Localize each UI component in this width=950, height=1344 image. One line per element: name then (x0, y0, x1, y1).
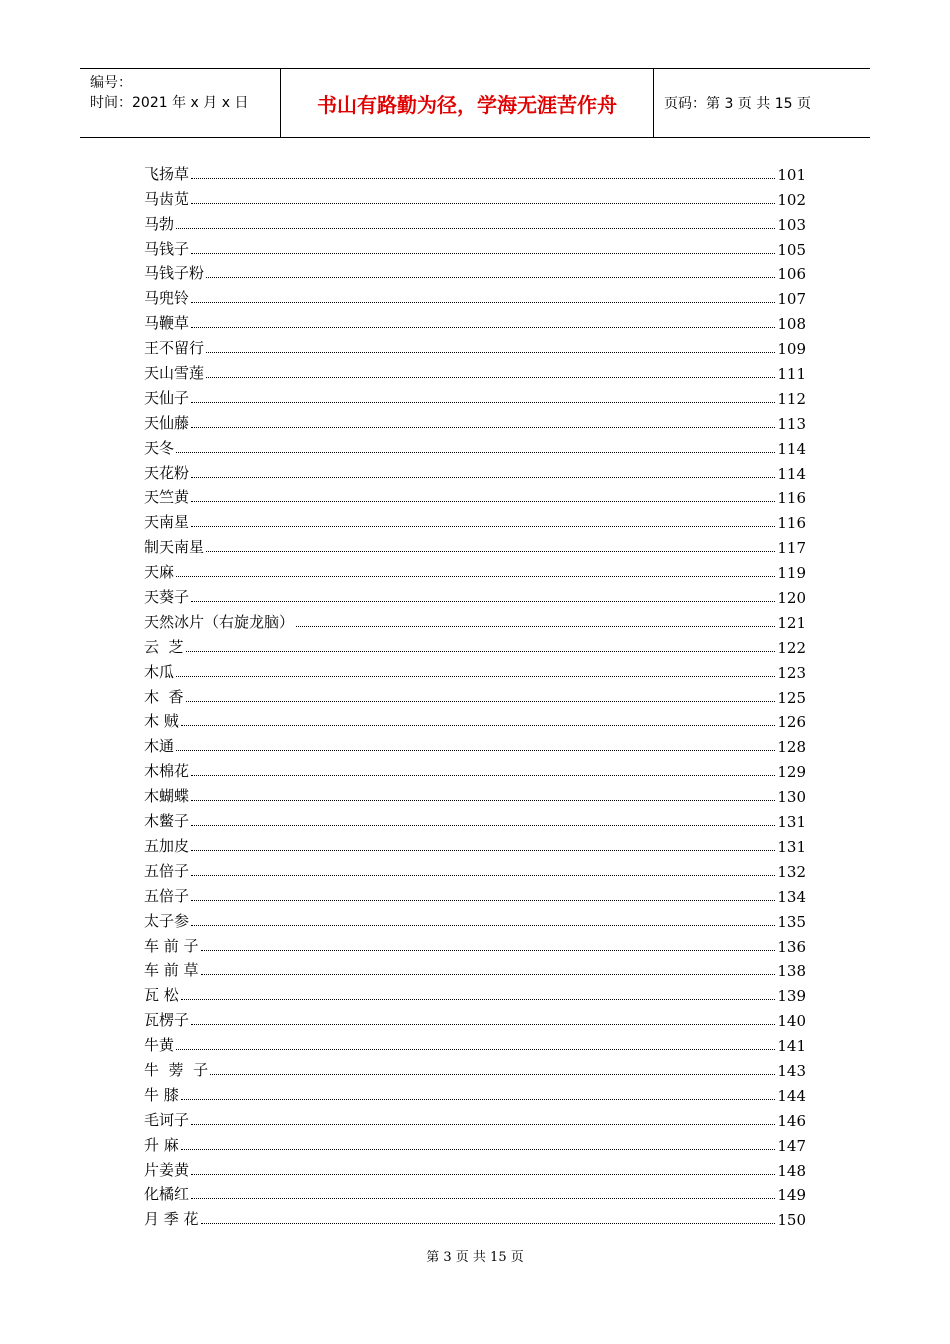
toc-entry-name: 瓦楞子 (144, 1011, 190, 1030)
toc-entry-name: 车 前 草 (144, 961, 199, 980)
toc-leader-dots (186, 701, 776, 702)
toc-entry[interactable] (144, 657, 806, 682)
header-page-cell (654, 69, 870, 137)
toc-entry-page: 150 (777, 1211, 806, 1230)
toc-entry-page: 113 (777, 414, 806, 433)
toc-entry-page: 106 (777, 265, 806, 284)
toc-entry-page: 139 (777, 987, 806, 1006)
toc-leader-dots (210, 1074, 775, 1075)
toc-leader-dots (176, 452, 775, 453)
toc-leader-dots (191, 875, 775, 876)
toc-entry[interactable] (144, 458, 806, 483)
header-meta-cell (80, 69, 281, 137)
toc-entry[interactable] (144, 1030, 806, 1055)
toc-entry[interactable] (144, 408, 806, 433)
toc-leader-dots (181, 999, 776, 1000)
toc-entry[interactable] (144, 831, 806, 856)
toc-entry[interactable] (144, 1005, 806, 1030)
toc-leader-dots (206, 352, 775, 353)
toc-entry[interactable] (144, 881, 806, 906)
toc-entry[interactable] (144, 856, 806, 881)
toc-entry-page: 143 (777, 1061, 806, 1080)
toc-entry-name: 牛黄 (144, 1036, 175, 1055)
toc-leader-dots (181, 725, 776, 726)
toc-entry[interactable] (144, 333, 806, 358)
toc-entry-name: 天竺黄 (144, 488, 190, 507)
toc-entry[interactable] (144, 931, 806, 956)
toc-entry-name: 牛 膝 (144, 1085, 179, 1104)
toc-entry-name: 木瓜 (144, 662, 175, 681)
toc-entry[interactable] (144, 707, 806, 732)
toc-leader-dots (201, 974, 776, 975)
toc-entry-name: 五加皮 (144, 836, 190, 855)
toc-entry[interactable] (144, 956, 806, 981)
page-header (80, 68, 870, 138)
toc-entry-page: 112 (777, 389, 806, 408)
toc-entry-name: 天仙子 (144, 388, 190, 407)
toc-leader-dots (191, 1198, 775, 1199)
toc-leader-dots (191, 850, 775, 851)
toc-leader-dots (176, 576, 775, 577)
toc-entry[interactable] (144, 1155, 806, 1180)
toc-entry[interactable] (144, 433, 806, 458)
toc-entry-page: 119 (777, 564, 806, 583)
toc-entry-name: 片姜黄 (144, 1160, 190, 1179)
toc-entry-page: 111 (777, 365, 806, 384)
toc-entry[interactable] (144, 532, 806, 557)
toc-entry[interactable] (144, 781, 806, 806)
number-label: 编号： (90, 75, 132, 91)
toc-entry-page: 103 (777, 215, 806, 234)
toc-entry-name: 制天南星 (144, 538, 205, 557)
toc-entry-page: 117 (777, 539, 806, 558)
toc-leader-dots (176, 228, 775, 229)
toc-entry-page: 140 (777, 1012, 806, 1031)
toc-entry-page: 128 (777, 738, 806, 757)
toc-entry[interactable] (144, 1055, 806, 1080)
toc-entry-page: 146 (777, 1111, 806, 1130)
toc-entry-name: 木棉花 (144, 762, 190, 781)
toc-entry-page: 116 (777, 489, 806, 508)
toc-entry-name: 王不留行 (144, 339, 205, 358)
toc-entry-name: 马鞭草 (144, 314, 190, 333)
toc-entry-name: 木蝴蝶 (144, 787, 190, 806)
toc-leader-dots (191, 477, 775, 478)
toc-entry-name: 太子参 (144, 911, 190, 930)
toc-leader-dots (191, 501, 775, 502)
toc-entry-page: 125 (777, 688, 806, 707)
toc-entry-page: 131 (777, 837, 806, 856)
toc-entry-name: 木通 (144, 737, 175, 756)
page-footer (0, 1246, 950, 1265)
toc-entry[interactable] (144, 582, 806, 607)
toc-entry-page: 126 (777, 713, 806, 732)
toc-leader-dots (191, 825, 775, 826)
toc-entry-page: 121 (777, 613, 806, 632)
toc-leader-dots (191, 526, 775, 527)
time-label: 时间：2021 年 x 月 x 日 (90, 95, 249, 111)
toc-entry-name: 化橘红 (144, 1185, 190, 1204)
toc-entry-name: 天花粉 (144, 463, 190, 482)
toc-leader-dots (186, 651, 776, 652)
toc-entry-page: 108 (777, 315, 806, 334)
toc-leader-dots (191, 925, 775, 926)
toc-leader-dots (191, 302, 775, 303)
toc-entry[interactable] (144, 1204, 806, 1229)
toc-entry[interactable] (144, 980, 806, 1005)
toc-entry-name: 五倍子 (144, 886, 190, 905)
toc-entry-name: 马兜铃 (144, 289, 190, 308)
toc-entry[interactable] (144, 283, 806, 308)
toc-entry-page: 147 (777, 1136, 806, 1155)
toc-entry-page: 148 (777, 1161, 806, 1180)
toc-entry-page: 101 (777, 165, 806, 184)
toc-leader-dots (206, 377, 775, 378)
toc-entry[interactable] (144, 682, 806, 707)
toc-entry-page: 123 (777, 663, 806, 682)
toc-entry-page: 130 (777, 788, 806, 807)
toc-leader-dots (191, 1174, 775, 1175)
toc-entry-page: 132 (777, 862, 806, 881)
toc-entry[interactable] (144, 184, 806, 209)
toc-entry[interactable] (144, 308, 806, 333)
toc-entry[interactable] (144, 806, 806, 831)
toc-entry-page: 134 (777, 887, 806, 906)
footer-page-number: 第 3 页 共 15 页 (426, 1250, 524, 1265)
toc-leader-dots (206, 277, 775, 278)
toc-entry-name: 天葵子 (144, 588, 190, 607)
toc-leader-dots (206, 551, 775, 552)
toc-leader-dots (191, 402, 775, 403)
toc-entry-name: 马勃 (144, 214, 175, 233)
toc-entry[interactable] (144, 358, 806, 383)
toc-entry-page: 116 (777, 514, 806, 533)
toc-leader-dots (191, 178, 775, 179)
toc-entry[interactable] (144, 1080, 806, 1105)
toc-entry-name: 升 麻 (144, 1135, 179, 1154)
toc-leader-dots (296, 626, 775, 627)
toc-leader-dots (201, 1223, 776, 1224)
toc-entry-name: 五倍子 (144, 861, 190, 880)
header-motto-cell (281, 69, 654, 137)
toc-entry-name: 云 芝 (144, 637, 184, 656)
toc-entry-name: 木鳖子 (144, 812, 190, 831)
toc-leader-dots (176, 1049, 775, 1050)
toc-entry-name: 马钱子 (144, 239, 190, 258)
toc-entry[interactable] (144, 234, 806, 259)
toc-entry-name: 月 季 花 (144, 1210, 199, 1229)
toc-leader-dots (191, 427, 775, 428)
toc-leader-dots (191, 1024, 775, 1025)
toc-entry-page: 141 (777, 1037, 806, 1056)
toc-leader-dots (201, 950, 776, 951)
toc-entry[interactable] (144, 259, 806, 284)
toc-entry-page: 135 (777, 912, 806, 931)
toc-entry-page: 129 (777, 763, 806, 782)
motto-text: 书山有路勤为径，学海无涯苦作舟 (317, 92, 617, 117)
toc-leader-dots (191, 601, 775, 602)
toc-entry-name: 马钱子粉 (144, 264, 205, 283)
toc-entry-page: 114 (777, 439, 806, 458)
toc-entry-page: 102 (777, 190, 806, 209)
toc-entry[interactable] (144, 507, 806, 532)
toc-entry-page: 105 (777, 240, 806, 259)
toc-entry[interactable] (144, 383, 806, 408)
toc-entry-page: 114 (777, 464, 806, 483)
toc-entry-name: 瓦 松 (144, 986, 179, 1005)
toc-entry[interactable] (144, 906, 806, 931)
toc-entry-name: 毛诃子 (144, 1110, 190, 1129)
toc-entry-page: 144 (777, 1086, 806, 1105)
toc-leader-dots (176, 750, 775, 751)
toc-entry-name: 天仙藤 (144, 413, 190, 432)
toc-leader-dots (191, 203, 775, 204)
toc-entry[interactable] (144, 607, 806, 632)
toc-entry[interactable] (144, 159, 806, 184)
toc-leader-dots (191, 800, 775, 801)
toc-entry-name: 车 前 子 (144, 936, 199, 955)
toc-leader-dots (176, 676, 775, 677)
toc-entry[interactable] (144, 209, 806, 234)
toc-leader-dots (181, 1149, 776, 1150)
toc-entry[interactable] (144, 557, 806, 582)
toc-entry-page: 107 (777, 290, 806, 309)
toc-entry[interactable] (144, 483, 806, 508)
toc-entry-name: 木 香 (144, 687, 184, 706)
toc-entry-name: 天南星 (144, 513, 190, 532)
toc-leader-dots (191, 253, 775, 254)
toc-entry[interactable] (144, 1130, 806, 1155)
toc-entry[interactable] (144, 731, 806, 756)
toc-entry-name: 天山雪莲 (144, 364, 205, 383)
toc-entry-name: 牛 蒡 子 (144, 1060, 209, 1079)
toc-entry-page: 131 (777, 813, 806, 832)
toc-entry-page: 122 (777, 638, 806, 657)
toc-entry-name: 马齿苋 (144, 189, 190, 208)
toc-entry-name: 飞扬草 (144, 164, 190, 183)
toc-leader-dots (181, 1099, 776, 1100)
toc-leader-dots (191, 775, 775, 776)
toc-entry[interactable] (144, 1180, 806, 1205)
toc-leader-dots (191, 1124, 775, 1125)
toc-entry-page: 120 (777, 589, 806, 608)
toc-entry-name: 天冬 (144, 438, 175, 457)
toc-entry-name: 木 贼 (144, 712, 179, 731)
toc-entry-name: 天然冰片（右旋龙脑） (144, 612, 295, 631)
toc-entry-page: 138 (777, 962, 806, 981)
toc-entry[interactable] (144, 1105, 806, 1130)
toc-entry-name: 天麻 (144, 563, 175, 582)
table-of-contents (144, 159, 806, 1229)
toc-leader-dots (191, 900, 775, 901)
toc-entry-page: 136 (777, 937, 806, 956)
toc-entry-page: 149 (777, 1186, 806, 1205)
toc-leader-dots (191, 327, 775, 328)
toc-entry[interactable] (144, 632, 806, 657)
page-info: 页码：第 3 页 共 15 页 (664, 96, 811, 112)
toc-entry[interactable] (144, 756, 806, 781)
toc-entry-page: 109 (777, 340, 806, 359)
